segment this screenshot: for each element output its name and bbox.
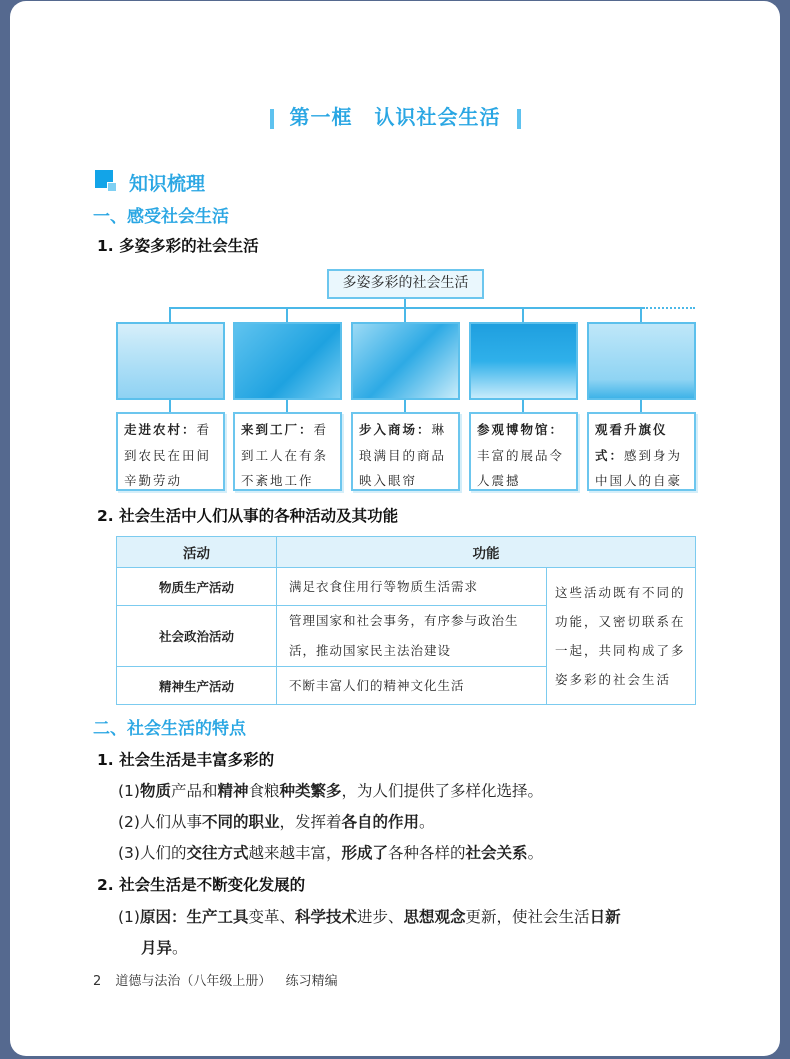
caption-text: 感到身为中国人的自豪	[595, 447, 683, 488]
text-segment: 各自的作用	[341, 812, 420, 831]
part1-sub1: 1. 多姿多彩的社会生活	[97, 237, 259, 255]
caption-box	[116, 412, 225, 491]
connector	[286, 400, 288, 412]
page-number: 2	[93, 974, 102, 989]
caption-title: 参观博物馆：	[477, 422, 565, 437]
title-bar-left	[270, 109, 274, 129]
footer	[93, 970, 338, 989]
activities-table	[116, 536, 696, 705]
text-segment: 各种各样的	[388, 844, 466, 862]
connector	[404, 400, 406, 412]
text-segment: 种类繁多	[279, 781, 342, 800]
connector	[640, 400, 642, 412]
function-cell: 管理国家和社会事务，有序参与政治生活，推动国家民主法治建设	[277, 606, 547, 667]
text-segment: 食粮	[248, 782, 280, 800]
factory-photo	[233, 322, 342, 400]
title-bar-right	[517, 109, 521, 129]
text-segment: (2)	[118, 813, 140, 831]
caption-title: 来到工厂：	[241, 422, 314, 437]
activity-cell: 精神生产活动	[117, 667, 277, 705]
text-segment: 越来越丰富，	[248, 844, 342, 862]
function-cell: 不断丰富人们的精神文化生活	[277, 667, 547, 705]
caption-text: 丰富的展品令人震撼	[477, 447, 565, 488]
section-title: 知识梳理	[129, 173, 206, 195]
farm-photo	[116, 322, 225, 400]
text-segment: 人们从事	[139, 813, 202, 831]
text-line	[118, 810, 435, 832]
flag-ceremony-photo	[587, 322, 696, 400]
text-segment: 变革、	[248, 908, 295, 926]
header-function: 功能	[277, 537, 696, 568]
header-activity: 活动	[117, 537, 277, 568]
connector	[169, 307, 171, 322]
mall-photo	[351, 322, 460, 400]
text-segment: ，为人们提供了多样化选择。	[341, 782, 544, 800]
text-segment: 。	[172, 939, 188, 957]
caption-text: 看到工人在有条不紊地工作	[241, 422, 329, 488]
connector	[522, 400, 524, 412]
text-segment: 精神	[217, 781, 249, 800]
function-cell: 满足衣食住用行等物质生活需求	[277, 568, 547, 606]
text-segment: 更新，使社会生活	[465, 908, 590, 926]
caption-text: 琳琅满目的商品映入眼帘	[359, 422, 447, 488]
museum-photo	[469, 322, 578, 400]
connector	[169, 400, 171, 412]
text-segment: 人们的	[139, 844, 187, 862]
caption-title: 走进农村：	[124, 422, 197, 437]
text-segment: 进步、	[357, 908, 404, 926]
text-line	[118, 905, 621, 927]
title-part2: 认识社会生活	[374, 105, 501, 129]
activity-cell: 社会政治活动	[117, 606, 277, 667]
book-title: 道德与法治（八年级上册）	[115, 974, 272, 989]
diagram-root: 多姿多彩的社会生活	[327, 269, 484, 299]
activity-cell: 物质生产活动	[117, 568, 277, 606]
section-square-icon	[95, 170, 115, 190]
text-segment: 交往方式	[186, 843, 249, 862]
text-segment: 。	[419, 813, 435, 831]
text-line	[118, 841, 543, 863]
page	[10, 1, 780, 1056]
connector	[404, 307, 406, 322]
caption-box	[351, 412, 460, 491]
connector	[169, 307, 643, 309]
text-segment: 不同的职业	[201, 812, 280, 831]
text-segment: 思想观念	[403, 907, 466, 926]
part2-heading: 二、社会生活的特点	[93, 719, 246, 739]
text-segment: 形成了	[341, 843, 389, 862]
text-segment: 社会关系	[465, 843, 528, 862]
caption-title: 步入商场：	[359, 422, 432, 437]
text-segment: 日新	[589, 907, 621, 926]
text-segment: (1)	[118, 782, 140, 800]
text-segment: 物质	[139, 781, 171, 800]
lesson-title	[0, 101, 790, 130]
caption-text: 看到农民在田间辛勤劳动	[124, 422, 212, 488]
text-segment: 月异	[141, 938, 173, 957]
part2-sub2: 2. 社会生活是不断变化发展的	[97, 876, 306, 894]
text-segment: 产品和	[170, 782, 218, 800]
text-segment: (1)	[118, 908, 140, 926]
part1-sub2: 2. 社会生活中人们从事的各种活动及其功能	[97, 507, 399, 525]
series-title: 练习精编	[285, 974, 338, 989]
text-line	[141, 936, 188, 958]
caption-title: 观看升旗仪式：	[595, 422, 668, 463]
connector-dotted	[643, 307, 695, 309]
part1-heading: 一、感受社会生活	[93, 207, 229, 227]
part2-sub1: 1. 社会生活是丰富多彩的	[97, 751, 275, 769]
summary-cell: 这些活动既有不同的功能，又密切联系在一起，共同构成了多姿多彩的社会生活	[547, 568, 696, 705]
text-segment: ，发挥着	[279, 813, 342, 831]
text-segment: (3)	[118, 844, 140, 862]
caption-box	[587, 412, 696, 491]
text-segment: 原因：生产工具	[139, 907, 249, 926]
caption-box	[469, 412, 578, 491]
table-row	[117, 568, 696, 606]
connector	[640, 307, 642, 322]
caption-box	[233, 412, 342, 491]
connector	[522, 307, 524, 322]
connector	[286, 307, 288, 322]
text-line	[118, 779, 543, 801]
text-segment: 科学技术	[295, 907, 358, 926]
text-segment: 。	[527, 844, 544, 862]
title-part1: 第一框	[289, 105, 353, 129]
